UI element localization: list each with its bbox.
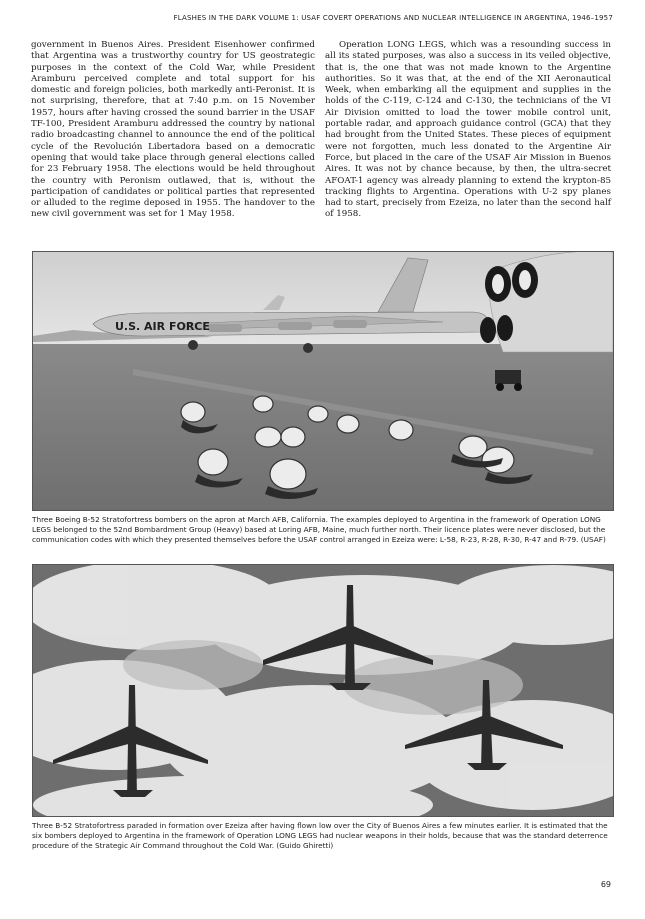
b52-engine-pods (480, 252, 613, 352)
paragraph-left: government in Buenos Aires. President Eisenhower confirmed that Argentina was a trustworthy country for US geostrategic purposes in the context of the Cold War, while President Aramburu perceived complete and total support for his domestic and foreign policies, both markedly anti-Peronist. It is not surprising, therefore, that at 7:40 p.m. on 15 November 1957, hours after having crossed the sound barrier in the USAF TF-100, President Aramburu addressed the country by national radio broadcasting channel to announce the end of the political cycle of the Revolución Libertadora based on a democratic opening that would take place through general elections called for 23 February 1958. The elections would be held throughout the country with Peronism outlawed, that is, without the participation of candidates or political parties that represented or alluded to the regime deposed in 1955. The handover to the new civil government was set for 1 May 1958. (31, 40, 315, 220)
body-column-left (31, 40, 315, 221)
body-column-right (325, 40, 611, 221)
running-head: FLASHES IN THE DARK VOLUME 1: USAF COVERT OPERATIONS AND NUCLEAR INTELLIGENCE IN ARGENTINA, 1946–1957 (173, 14, 613, 22)
photo-b52-formation-image (33, 565, 613, 816)
photo2-caption: Three B-52 Stratofortress paraded in formation over Ezeiza after having flown low over the City of Buenos Aires a few minutes earlier. It is estimated that the six bombers deployed to Argentina in the framework of Operation LONG LEGS had nuclear weapons in their holds, because that was the standard deterrence procedure of the Strategic Air Command throughout the Cold War. (Guido Ghiretti) (32, 821, 608, 850)
photo-b52-apron (32, 251, 614, 511)
photo1-caption: Three Boeing B-52 Stratofortress bombers on the apron at March AFB, California. The examples deployed to Argentina in the framework of Operation LONG LEGS belonged to the 52nd Bombardment Group (Heavy) based at Loring AFB, Maine, much further north. Their licence plates were never disclosed, but the communication codes with which they presented themselves before the USAF control arranged in Ezeiza were: L-58, R-23, R-28, R-30, R-47 and R-79. (USAF) (32, 515, 606, 544)
page-number: 69 (600, 880, 611, 889)
photo-b52-formation (32, 564, 614, 817)
paragraph-right: Operation LONG LEGS, which was a resounding success in all its stated purposes, was also a success in its veiled objective, that is, the one that was not made known to the Argentine authorities. So it was that, at the end of the XII Aeronautical Week, when embarking all the equipment and supplies in the holds of the C-119, C-124 and C-130, the technicians of the VI Air Division omitted to load the tower mobile control unit, portable radar, and approach guidance control (GCA) that they had brought from the United States. These pieces of equipment were not forgotten, much less donated to the Argentine Air Force, but placed in the care of the USAF Air Mission in Buenos Aires. It was not by chance because, by then, the ultra-secret AFOAT-1 agency was already planning to extend the krypton-85 tracking flights to Argentina. Operations with U-2 spy planes had to start, precisely from Ezeiza, no later than the second half of 1958. (325, 40, 611, 220)
photo-b52-apron-image (33, 252, 613, 510)
fuselage-marking: U.S. AIR FORCE (115, 320, 210, 333)
